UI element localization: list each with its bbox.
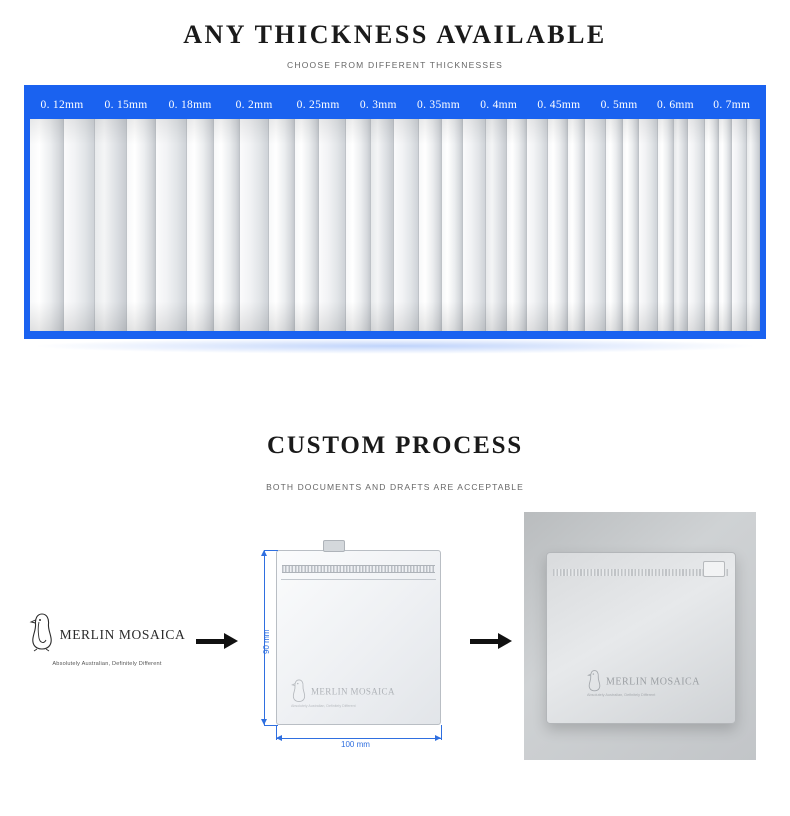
brand-logo <box>32 612 186 667</box>
dimension-label-height: 90 mm <box>262 629 271 654</box>
sheet-sample <box>319 119 346 331</box>
sheet-sample <box>371 119 394 331</box>
sheet-sample <box>394 119 419 331</box>
sheet-sample <box>346 119 370 331</box>
sheet-sample <box>156 119 186 331</box>
sheet-sample <box>442 119 463 331</box>
technical-drawing <box>248 532 466 760</box>
sheet-sample <box>295 119 319 331</box>
photo-bag-logo <box>587 669 700 697</box>
thickness-label-2: 0. 18mm <box>168 99 212 111</box>
panel-glow <box>30 338 760 354</box>
photo-bag-shape <box>546 552 736 724</box>
thickness-label-7: 0. 4mm <box>480 99 518 111</box>
thickness-label-9: 0. 5mm <box>600 99 638 111</box>
thickness-panel <box>24 85 766 339</box>
brand-logo-text: MERLIN MOSAICA <box>59 626 186 642</box>
penguin-logo-icon <box>29 612 55 657</box>
drawing-bag-logo-tagline: Absolutely Australian, Definitely Different <box>291 704 356 708</box>
thickness-header-row <box>30 91 760 119</box>
sheet-sample <box>269 119 295 331</box>
sheet-sample <box>623 119 639 331</box>
thickness-label-3: 0. 2mm <box>235 99 273 111</box>
arrow-right-icon-1 <box>196 633 240 650</box>
sheet-sample <box>674 119 688 331</box>
sheet-sample <box>639 119 658 331</box>
thickness-label-4: 0. 25mm <box>296 99 340 111</box>
sheet-sample <box>30 119 64 331</box>
sheet-sample <box>127 119 156 331</box>
brand-logo-tagline: Absolutely Australian, Definitely Different <box>52 661 162 667</box>
sheet-sample <box>95 119 127 331</box>
sheet-sample <box>719 119 732 331</box>
sheet-samples-strip <box>30 119 760 331</box>
sheet-sample <box>419 119 442 331</box>
thickness-label-5: 0. 3mm <box>359 99 397 111</box>
photo-bag-logo-text: MERLIN MOSAICA <box>606 676 700 688</box>
sheet-sample <box>548 119 567 331</box>
thickness-label-6: 0. 35mm <box>417 99 461 111</box>
drawing-bag-logo-text: MERLIN MOSAICA <box>311 686 395 697</box>
drawing-zipper-slider <box>323 540 345 552</box>
drawing-zipper-teeth <box>282 565 435 573</box>
thickness-label-8: 0. 45mm <box>537 99 581 111</box>
photo-zipper-slider <box>703 561 725 577</box>
sheet-sample <box>463 119 487 331</box>
sheet-sample <box>214 119 240 331</box>
thickness-label-1: 0. 15mm <box>104 99 148 111</box>
sheet-sample <box>64 119 95 331</box>
sheet-sample <box>747 119 760 331</box>
section2-subtitle: BOTH DOCUMENTS AND DRAFTS ARE ACCEPTABLE <box>266 482 524 492</box>
thickness-label-0: 0. 12mm <box>40 99 84 111</box>
product-photo <box>524 512 756 760</box>
dimension-line-horizontal <box>276 738 441 739</box>
thickness-label-10: 0. 6mm <box>656 99 694 111</box>
sheet-sample <box>585 119 605 331</box>
sheet-sample <box>486 119 507 331</box>
dimension-ext-top <box>264 550 278 551</box>
sheet-sample <box>527 119 549 331</box>
sheet-sample <box>658 119 674 331</box>
section1-subtitle: CHOOSE FROM DIFFERENT THICKNESSES <box>287 60 503 70</box>
sheet-sample <box>688 119 705 331</box>
sheet-sample <box>507 119 526 331</box>
dimension-label-width: 100 mm <box>341 740 370 749</box>
thickness-label-11: 0. 7mm <box>713 99 751 111</box>
sheet-sample <box>240 119 269 331</box>
dimension-ext-right <box>441 725 442 740</box>
arrow-right-icon-2 <box>470 633 514 650</box>
section2-title: CUSTOM PROCESS <box>266 432 524 459</box>
photo-bag-logo-tagline: Absolutely Australian, Definitely Different <box>587 693 656 697</box>
sheet-sample <box>606 119 624 331</box>
drawing-bag-shape <box>276 550 441 725</box>
sheet-sample <box>568 119 586 331</box>
drawing-seam-line <box>281 579 436 580</box>
drawing-bag-logo <box>291 678 395 708</box>
section1-title: ANY THICKNESS AVAILABLE <box>183 20 607 49</box>
sheet-sample <box>187 119 215 331</box>
dimension-ext-left <box>276 725 277 740</box>
sheet-sample <box>705 119 719 331</box>
sheet-sample <box>732 119 747 331</box>
